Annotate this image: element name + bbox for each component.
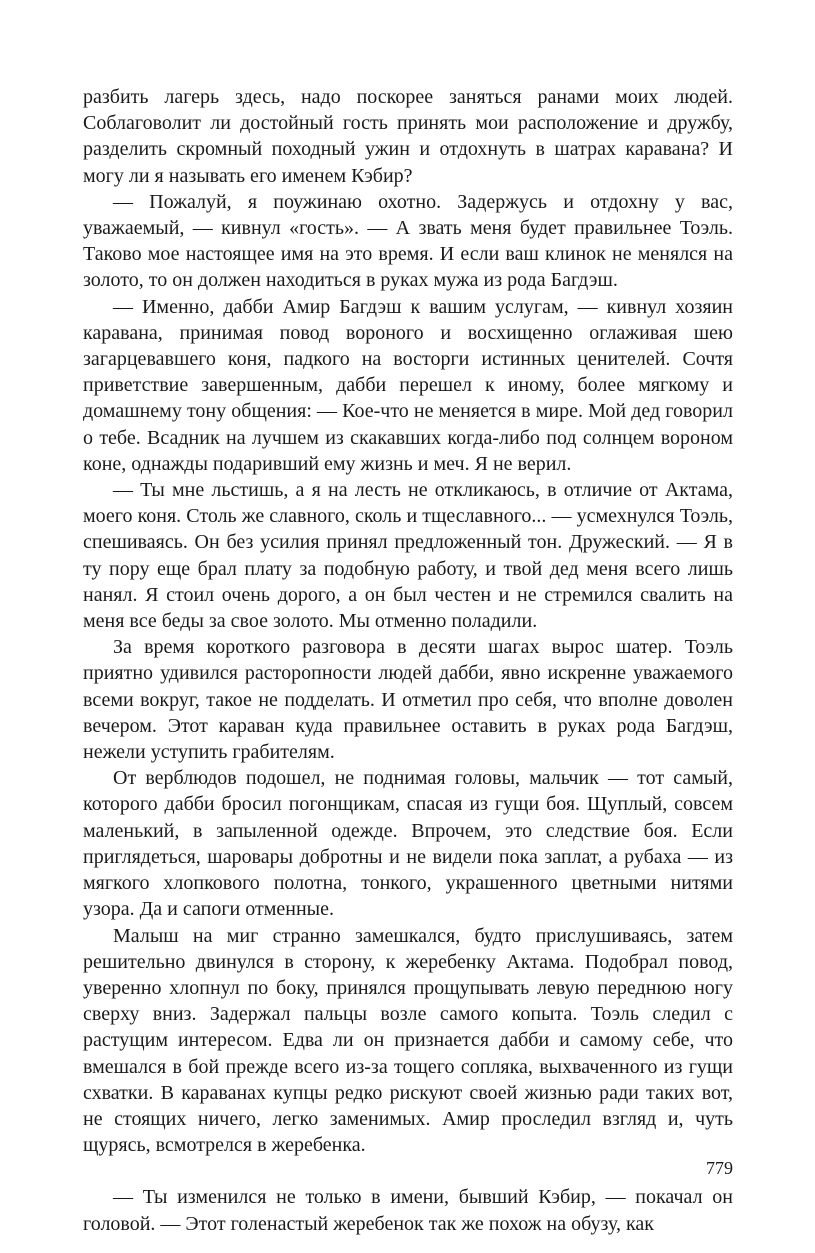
paragraph-dialogue-toel-reply: — Ты мне льстишь, а я на лесть не откликаюсь, в отличие от Актама, моего коня. Столь же славного, сколь и тщеславного... — усмехнулся Тоэль, спешиваясь. Он без усилия принял предложенный тон. Дружеский. — Я в ту пору еще брал плату за подобную работу, и твой дед меня всего лишь нанял. Я стоил очень дорого, а он был честен и не стремился свалить на меня все беды за свое золото. Мы отменно поладили. xyxy=(83,479,733,633)
paragraph-dialogue-amir-greeting: — Именно, дабби Амир Багдэш к вашим услугам, — кивнул хозяин каравана, принимая повод вороного и восхищенно оглаживая шею загарцевавшего коня, падкого на восторги истинных ценителей. Сочтя приветствие завершенным, дабби перешел к иному, более мягкому и домашнему тону общения: — Кое-что не меняется в мире. Мой дед говорил о тебе. Всадник на лучшем из скакавших когда-либо под солнцем вороном коне, однажды подаривший ему жизнь и меч. Я не верил. xyxy=(83,295,733,475)
paragraph-amir-remark: — Ты изменился не только в имени, бывший Кэбир, — покачал он головой. — Этот голенастый жеребенок так же похож на обузу, как xyxy=(83,1186,733,1235)
paragraph-continuation: разбить лагерь здесь, надо поскорее заняться ранами моих людей. Соблаговолит ли достойный гость принять мои расположение и дружбу, разделить скромный походный ужин и отдохнуть в шатрах каравана? И могу ли я называть его именем Кэбир? xyxy=(83,86,733,187)
paragraph-dialogue-toel-intro: — Пожалуй, я поужинаю охотно. Задержусь и отдохну у вас, уважаемый, — кивнул «гость». — А звать меня будет правильнее Тоэль. Таково мое настоящее имя на это время. И если ваш клинок не менялся на золото, то он должен находиться в руках мужа из рода Багдэш. xyxy=(83,190,733,292)
page-number: 779 xyxy=(706,1158,733,1178)
paragraph-boy-approaches: От верблюдов подошел, не поднимая головы, мальчик — тот самый, которого дабби бросил погонщикам, спасая из гущи боя. Щуплый, совсем маленький, в запыленной одежде. Впрочем, это следствие боя. Если приглядеться, шаровары добротны и не видели пока заплат, а рубаха — из мягкого хлопкового полотна, тонкого, украшенного цветными нитями узора. Да и сапоги отменные. xyxy=(83,767,733,921)
page-text-block xyxy=(83,84,733,1237)
paragraph-boy-and-foal: Малыш на миг странно замешкался, будто прислушиваясь, затем решительно двинулся в сторону, к жеребенку Актама. Подобрал повод, уверенно хлопнул по боку, принялся прощупывать левую переднюю ногу сверху вниз. Задержал пальцы возле самого копыта. Тоэль следил с растущим интересом. Едва ли он признается дабби и самому себе, что вмешался в бой прежде всего из-за тощего сопляка, выхваченного из гущи схватки. В караванах купцы редко рискуют своей жизнью ради таких вот, не стоящих ничего, легко заменимых. Амир проследил взгляд и, чуть щурясь, всмотрелся в жеребенка. xyxy=(83,924,733,1157)
paragraph-tent-raised: За время короткого разговора в десяти шагах вырос шатер. Тоэль приятно удивился расторопности людей дабби, явно искренне уважаемого всеми вокруг, такое не подделать. И отметил про себя, что вполне доволен вечером. Этот караван куда правильнее оставить в руках рода Багдэш, нежели уступить грабителям. xyxy=(83,636,733,764)
